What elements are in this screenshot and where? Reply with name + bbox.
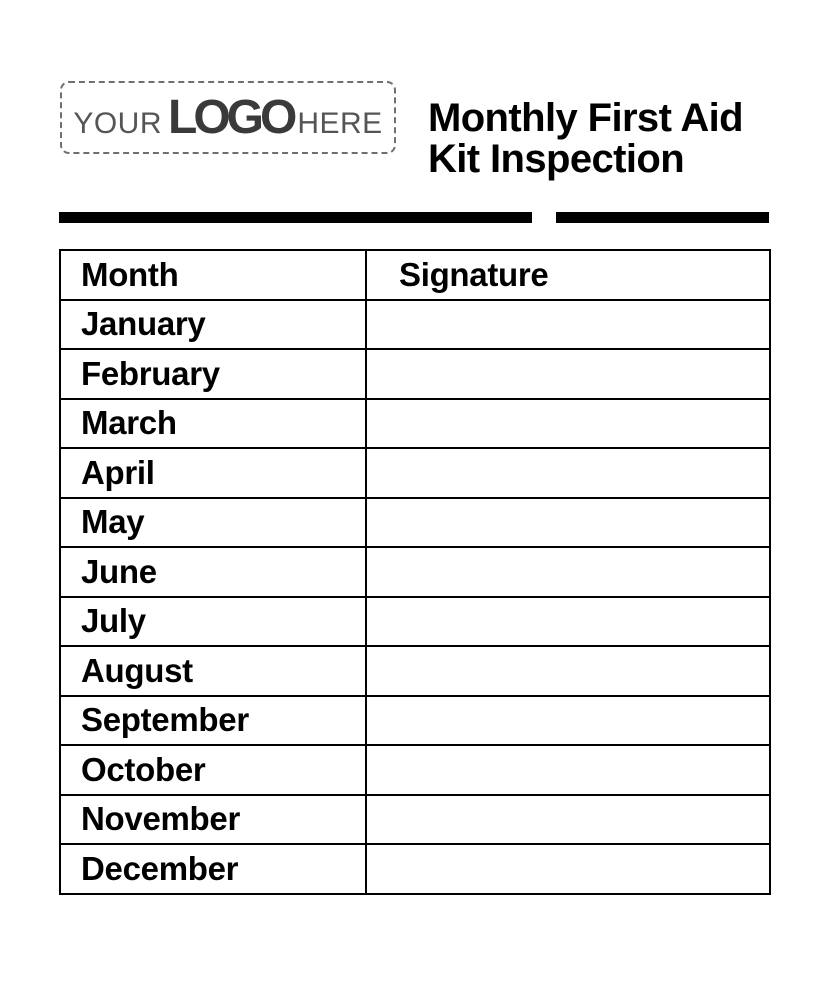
table-row: [60, 399, 770, 449]
month-cell: August: [60, 646, 366, 696]
month-cell: October: [60, 745, 366, 795]
signature-field[interactable]: [366, 646, 770, 696]
logo-text-logo: LOGO: [168, 91, 294, 144]
signature-field[interactable]: [366, 795, 770, 845]
signature-field[interactable]: [366, 696, 770, 746]
inspection-table: [59, 249, 771, 895]
table-row: [60, 498, 770, 548]
table-row: [60, 547, 770, 597]
signature-field[interactable]: [366, 349, 770, 399]
signature-field[interactable]: [366, 597, 770, 647]
month-cell: July: [60, 597, 366, 647]
signature-field[interactable]: [366, 547, 770, 597]
table-row: [60, 448, 770, 498]
month-cell: May: [60, 498, 366, 548]
table-row: [60, 597, 770, 647]
signature-column-header: Signature: [366, 250, 770, 300]
month-cell: December: [60, 844, 366, 894]
month-cell: March: [60, 399, 366, 449]
signature-field[interactable]: [366, 844, 770, 894]
table-row: [60, 745, 770, 795]
signature-field[interactable]: [366, 300, 770, 350]
signature-field[interactable]: [366, 745, 770, 795]
header-rule-left: [59, 212, 532, 223]
logo-placeholder: [60, 81, 396, 154]
table-row: [60, 300, 770, 350]
table-row: [60, 646, 770, 696]
table-header-row: [60, 250, 770, 300]
month-cell: January: [60, 300, 366, 350]
month-cell: September: [60, 696, 366, 746]
month-cell: June: [60, 547, 366, 597]
title-line-1: Monthly First Aid: [428, 96, 743, 140]
inspection-table-container: [59, 249, 771, 895]
signature-field[interactable]: [366, 399, 770, 449]
table-row: [60, 795, 770, 845]
logo-text-here: HERE: [297, 106, 383, 140]
table-row: [60, 844, 770, 894]
month-column-header: Month: [60, 250, 366, 300]
title-line-2: Kit Inspection: [428, 137, 685, 181]
month-cell: April: [60, 448, 366, 498]
signature-field[interactable]: [366, 448, 770, 498]
table-row: [60, 349, 770, 399]
logo-text-your: YOUR: [73, 106, 162, 140]
month-cell: February: [60, 349, 366, 399]
document-title: [428, 98, 788, 180]
table-row: [60, 696, 770, 746]
month-cell: November: [60, 795, 366, 845]
header-rule-right: [556, 212, 769, 223]
signature-field[interactable]: [366, 498, 770, 548]
